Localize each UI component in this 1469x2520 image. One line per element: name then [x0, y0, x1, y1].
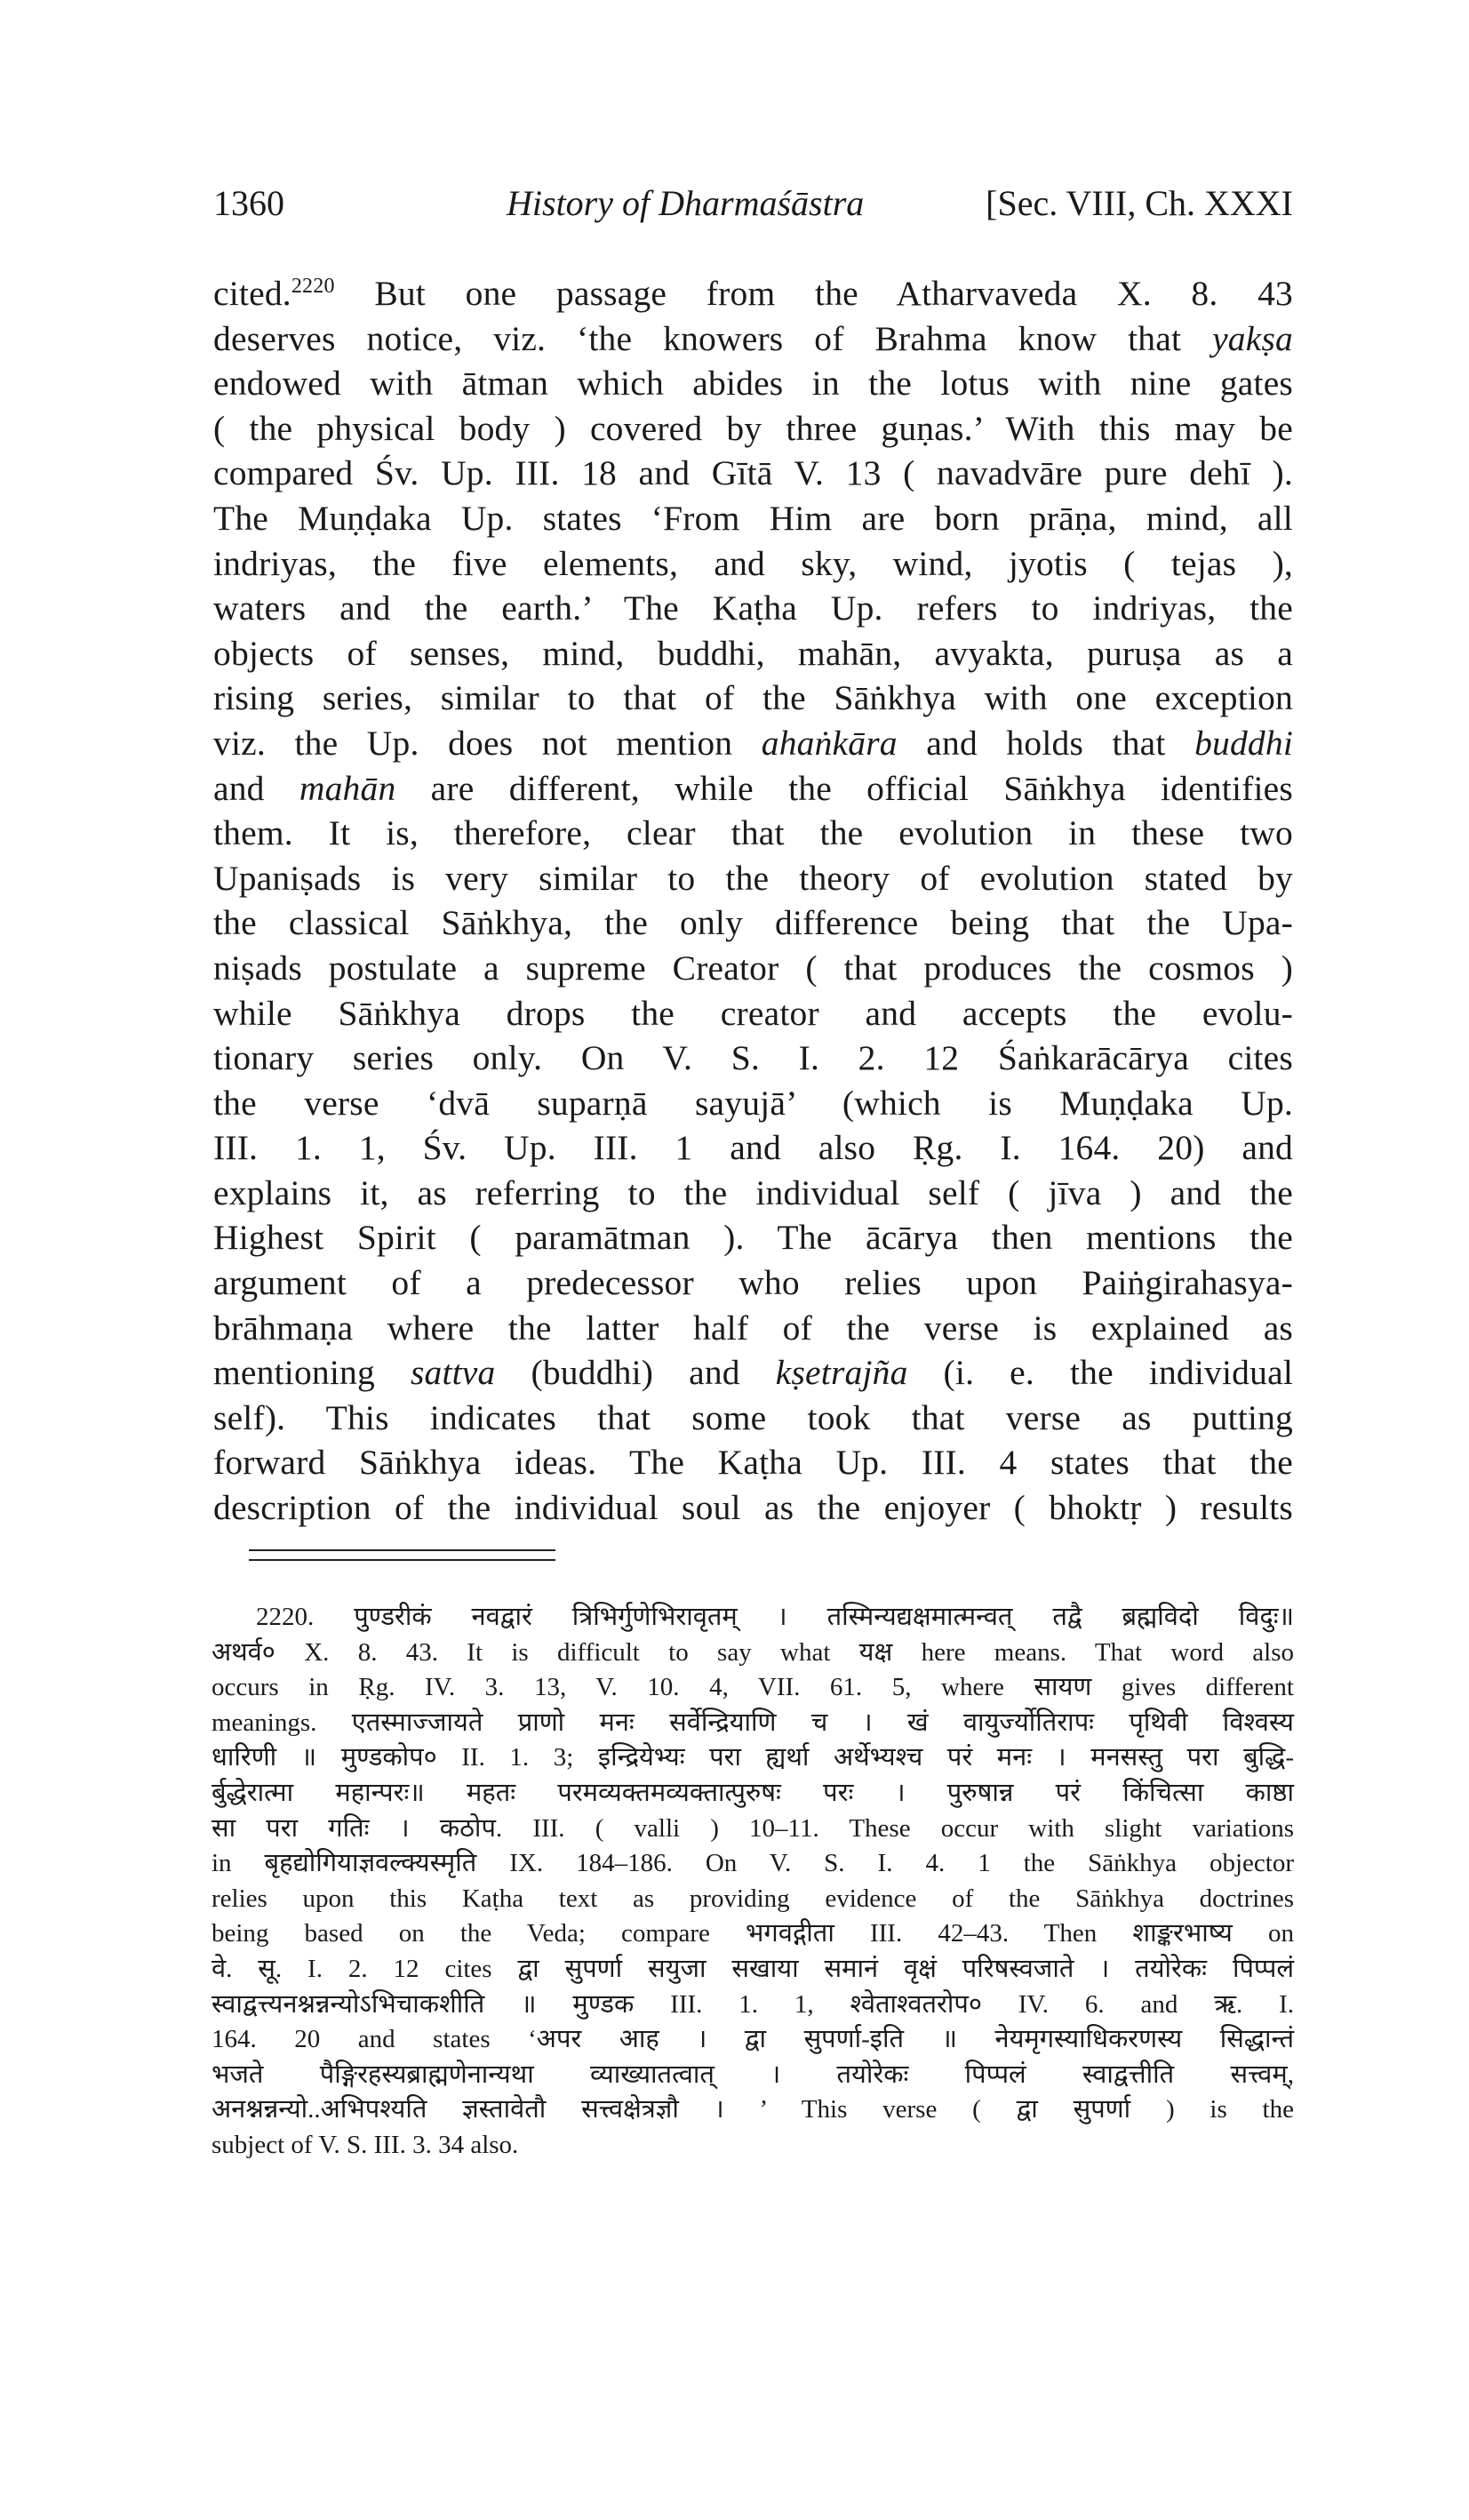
text-line: description of the individual soul as the enjoyer ( bhoktṛ ) results [213, 1488, 1293, 1528]
text-line: rising series, similar to that of the Sāṅkhya with one exception [213, 678, 1293, 718]
text-line: waters and the earth.’ The Kaṭha Up. refers to indriyas, the [213, 588, 1293, 628]
text-line: Upaniṣads is very similar to the theory of evolution stated by [213, 858, 1293, 898]
footnote-line: वे. सू. I. 2. 12 cites द्वा सुपर्णा सयुजा सखाया समानं वृक्षं परिषस्वजाते । तयोरेकः पिप्पलं [212, 1954, 1294, 1983]
footnote-line: धारिणी ॥ मुण्डकोप० II. 1. 3; इन्द्रियेभ्यः परा ह्यर्था अर्थेभ्यश्च परं मनः । मनसस्तु परा बुद्धि- [212, 1743, 1294, 1772]
text-line [213, 766, 1293, 812]
text-segment: are different, while the official Sāṅkhya identifies [395, 768, 1293, 808]
text-line: forward Sāṅkhya ideas. The Kaṭha Up. III. 4 states that the [213, 1443, 1293, 1483]
text-line: the classical Sāṅkhya, the only difference being that the Upa- [213, 903, 1293, 943]
footnote-line: meanings. एतस्माज्जायते प्राणो मनः सर्वेन्द्रियाणि च । खं वायुर्ज्योतिरापः पृथिवी विश्वस्य [212, 1708, 1294, 1737]
footnote-line: occurs in Ṛg. IV. 3. 13, V. 10. 4, VII. 61. 5, where सायण gives different [212, 1673, 1294, 1702]
italic-term: yakṣa [1212, 318, 1293, 358]
footnote-line: भजते पैङ्गिरहस्यब्राह्मणेनान्यथा व्याख्यातत्वात् । तयोरेकः पिप्पलं स्वाद्वत्तीति सत्त्वम्, [212, 2060, 1294, 2089]
footnote-line: relies upon this Kaṭha text as providing evidence of the Sāṅkhya doctrines [212, 1884, 1294, 1913]
italic-term: ahaṅkāra [761, 723, 898, 763]
running-title: History of Dharmaśāstra [507, 183, 865, 223]
main-text [213, 271, 1293, 1531]
text-line: self). This indicates that some took that verse as putting [213, 1397, 1293, 1437]
text-line-start: cited. [213, 274, 291, 313]
italic-term: sattva [410, 1353, 496, 1393]
text-segment: viz. the Up. does not mention [213, 723, 762, 763]
footnote-reference[interactable]: 2220 [291, 274, 335, 298]
text-line: explains it, as referring to the individual self ( jīva ) and the [213, 1172, 1293, 1212]
text-line: the verse ‘dvā suparṇā sayujā’ (which is Muṇḍaka Up. [213, 1083, 1293, 1123]
text-line [213, 1350, 1293, 1396]
footnote-line: अथर्व० X. 8. 43. It is difficult to say what यक्ष here means. That word also [212, 1637, 1294, 1667]
text-line: niṣads postulate a supreme Creator ( that produces the cosmos ) [213, 948, 1293, 988]
text-line [213, 271, 1293, 316]
text-line: endowed with ātman which abides in the lotus with nine gates [213, 364, 1293, 404]
running-head [213, 182, 1293, 236]
italic-term: kṣetrajña [775, 1353, 908, 1393]
text-line: argument of a predecessor who relies upon Paiṅgirahasya- [213, 1263, 1293, 1303]
footnote-line: स्वाद्वत्त्यनश्नन्नन्योऽभिचाकशीति ॥ मुण्डक III. 1. 1, श्वेताश्वतरोप० IV. 6. and ऋ. I. [212, 1989, 1294, 2019]
footnote-line: सा परा गतिः । कठोप. III. ( valli ) 10–11. These occur with slight variations [212, 1813, 1294, 1843]
footnote-divider [249, 1549, 555, 1561]
footnote-line: 164. 20 and states ‘अपर आह । द्वा सुपर्णा-इति ॥ नेयमृगस्याधिकरणस्य सिद्धान्तं [212, 2025, 1294, 2054]
text-segment: mentioning [213, 1353, 411, 1393]
text-line [213, 721, 1293, 766]
text-line: tionary series only. On V. S. I. 2. 12 Śaṅkarācārya cites [213, 1038, 1293, 1078]
italic-term: buddhi [1194, 723, 1294, 763]
text-line: while Sāṅkhya drops the creator and accepts the evolu- [213, 993, 1293, 1033]
footnote-line: being based on the Veda; compare भगवद्गीता III. 42–43. Then शाङ्करभाष्य on [212, 1919, 1294, 1948]
page-number: 1360 [213, 183, 284, 223]
text-line: them. It is, therefore, clear that the evolution in these two [213, 813, 1293, 853]
text-segment: and holds that [897, 723, 1195, 763]
footnote [212, 1600, 1294, 2164]
text-line-rest: But one passage from the Atharvaveda X. 8. 43 [374, 274, 1294, 313]
text-line: Highest Spirit ( paramātman ). The ācārya then mentions the [213, 1218, 1293, 1258]
text-line: The Muṇḍaka Up. states ‘From Him are born prāṇa, mind, all [213, 498, 1293, 538]
footnote-line: subject of V. S. III. 3. 34 also. [212, 2130, 519, 2159]
text-segment: deserves notice, viz. ‘the knowers of Brahma know that [213, 318, 1213, 358]
footnote-line: in बृहद्योगियाज्ञवल्क्यस्मृति IX. 184–186. On V. S. I. 4. 1 the Sāṅkhya objector [212, 1849, 1294, 1878]
footnote-line: अनश्नन्नन्यो..अभिपश्यति ज्ञस्तावेतौ सत्त्वक्षेत्रज्ञौ । ’ This verse ( द्वा सुपर्णा ) is the [212, 2095, 1294, 2124]
italic-term: mahān [299, 768, 396, 808]
text-segment: and [213, 768, 299, 808]
footnote-text: पुण्डरीकं नवद्वारं त्रिभिर्गुणेभिरावृतम् । तस्मिन्यद्यक्षमात्मन्वत् तद्वै ब्रह्मविदो विदुः॥ [354, 1603, 1295, 1631]
text-line: III. 1. 1, Śv. Up. III. 1 and also Ṛg. I. 164. 20) and [213, 1128, 1293, 1168]
text-line: indriyas, the five elements, and sky, wind, jyotis ( tejas ), [213, 543, 1293, 583]
text-line: ( the physical body ) covered by three guṇas.’ With this may be [213, 408, 1293, 448]
running-section: [Sec. VIII, Ch. XXXI [986, 183, 1293, 223]
text-segment: (buddhi) and [495, 1353, 776, 1393]
text-line: objects of senses, mind, buddhi, mahān, avyakta, puruṣa as a [213, 633, 1293, 673]
text-line: compared Śv. Up. III. 18 and Gītā V. 13 ( navadvāre pure dehī ). [213, 453, 1293, 493]
text-segment: (i. e. the individual [907, 1353, 1293, 1393]
text-line: brāhmaṇa where the latter half of the verse is explained as [213, 1308, 1293, 1348]
footnote-line: र्बुद्धेरात्मा महान्परः॥ महतः परमव्यक्तमव्यक्तात्पुरुषः परः । पुरुषान्न परं किंचित्सा काष्ठा [212, 1778, 1294, 1807]
text-line [213, 316, 1293, 362]
footnote-line [212, 1600, 1294, 1636]
footnote-number: 2220. [256, 1603, 315, 1631]
